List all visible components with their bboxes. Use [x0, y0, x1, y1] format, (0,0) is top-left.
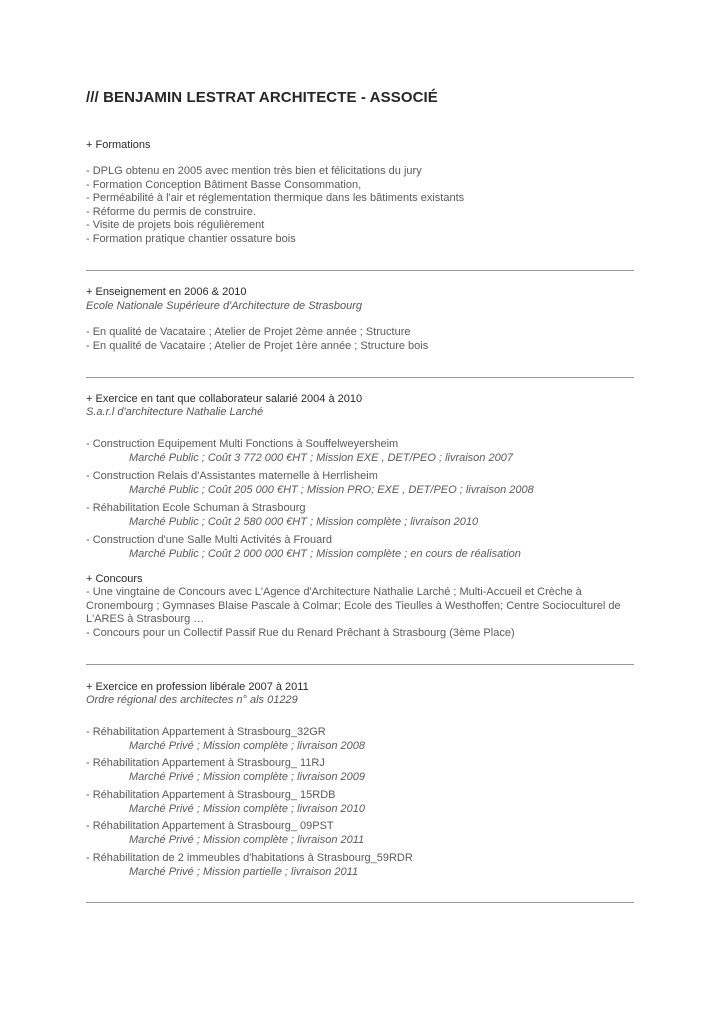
project-entry	[86, 437, 513, 465]
section-divider	[86, 664, 634, 665]
project-name: - Construction Equipement Multi Fonctions à Souffelweyersheim	[86, 438, 399, 450]
project-detail: Marché Public ; Coût 2 580 000 €HT ; Mission complète ; livraison 2010	[129, 516, 479, 528]
project-detail: Marché Privé ; Mission complète ; livraison 2008	[129, 740, 365, 752]
page-title: /// BENJAMIN LESTRAT ARCHITECTE - ASSOCIÉ	[86, 89, 438, 106]
project-name: - Réhabilitation Ecole Schuman à Strasbourg	[86, 502, 306, 514]
project-name: - Réhabilitation Appartement à Strasbourg_ 11RJ	[86, 757, 325, 769]
section-divider	[86, 270, 634, 271]
concours-heading: + Concours	[86, 573, 143, 585]
collaborateur-subtitle: S.a.r.l d'architecture Nathalie Larché	[86, 406, 264, 418]
project-entry	[86, 725, 365, 753]
project-name: - Réhabilitation Appartement à Strasbourg_32GR	[86, 726, 326, 738]
project-detail: Marché Privé ; Mission partielle ; livraison 2011	[129, 866, 359, 878]
list-item: - Formation Conception Bâtiment Basse Consommation,	[86, 178, 362, 191]
enseignement-list	[86, 326, 428, 353]
section-divider	[86, 902, 634, 903]
formations-list	[86, 165, 464, 247]
collaborateur-heading: + Exercice en tant que collaborateur salarié 2004 à 2010	[86, 393, 363, 405]
project-detail: Marché Public ; Coût 205 000 €HT ; Mission PRO; EXE , DET/PEO ; livraison 2008	[129, 484, 534, 496]
list-item: - Visite de projets bois régulièrement	[86, 219, 265, 232]
project-entry	[86, 501, 478, 529]
list-item: - En qualité de Vacataire ; Atelier de Projet 2ème année ; Structure	[86, 326, 411, 338]
enseignement-subtitle: Ecole Nationale Supérieure d'Architecture de Strasbourg	[86, 300, 363, 312]
project-detail: Marché Public ; Coût 3 772 000 €HT ; Mission EXE , DET/PEO ; livraison 2007	[129, 452, 513, 464]
concours-text	[86, 586, 646, 640]
list-item: - Formation pratique chantier ossature bois	[86, 232, 296, 245]
project-entry	[86, 851, 413, 879]
liberale-subtitle: Ordre régional des architectes n° als 01229	[86, 694, 298, 706]
project-entry	[86, 819, 364, 847]
project-entry	[86, 756, 365, 784]
list-item: - En qualité de Vacataire ; Atelier de Projet 1ère année ; Structure bois	[86, 339, 429, 352]
project-detail: Marché Privé ; Mission complète ; livraison 2009	[129, 771, 365, 783]
formations-heading: + Formations	[86, 139, 151, 151]
project-name: - Construction Relais d'Assistantes maternelle à Herrlisheim	[86, 470, 378, 482]
enseignement-heading: + Enseignement en 2006 & 2010	[86, 286, 247, 298]
project-name: - Réhabilitation Appartement à Strasbourg_ 15RDB	[86, 789, 336, 801]
project-entry	[86, 533, 521, 561]
project-name: - Réhabilitation Appartement à Strasbourg_ 09PST	[86, 820, 334, 832]
project-detail: Marché Privé ; Mission complète ; livraison 2011	[129, 834, 365, 846]
section-divider	[86, 377, 634, 378]
project-entry	[86, 788, 365, 816]
liberale-heading: + Exercice en profession libérale 2007 à 2011	[86, 681, 309, 693]
list-item: - Réforme du permis de construire.	[86, 205, 256, 218]
project-name: - Réhabilitation de 2 immeubles d'habitations à Strasbourg_59RDR	[86, 852, 413, 864]
project-detail: Marché Privé ; Mission complète ; livraison 2010	[129, 803, 365, 815]
concours-paragraph: - Une vingtaine de Concours avec L'Agence d'Architecture Nathalie Larché ; Multi-Accueil et Crèche à Cronembourg ; Gymnases Blaise Pascale à Colmar; Ecole des Tieulles à Westhoffen; Centre Socioculturel de L'ARES à Strasbourg …	[86, 586, 621, 626]
list-item: - DPLG obtenu en 2005 avec mention très bien et félicitations du jury	[86, 165, 422, 177]
project-detail: Marché Public ; Coût 2 000 000 €HT ; Mission complète ; en cours de réalisation	[129, 548, 521, 560]
project-name: - Construction d'une Salle Multi Activités à Frouard	[86, 534, 333, 546]
list-item: - Perméabilité à l'air et réglementation thermique dans les bâtiments existants	[86, 192, 465, 205]
project-entry	[86, 469, 534, 497]
concours-paragraph: - Concours pour un Collectif Passif Rue du Renard Prêchant à Strasbourg (3ème Place)	[86, 626, 515, 639]
